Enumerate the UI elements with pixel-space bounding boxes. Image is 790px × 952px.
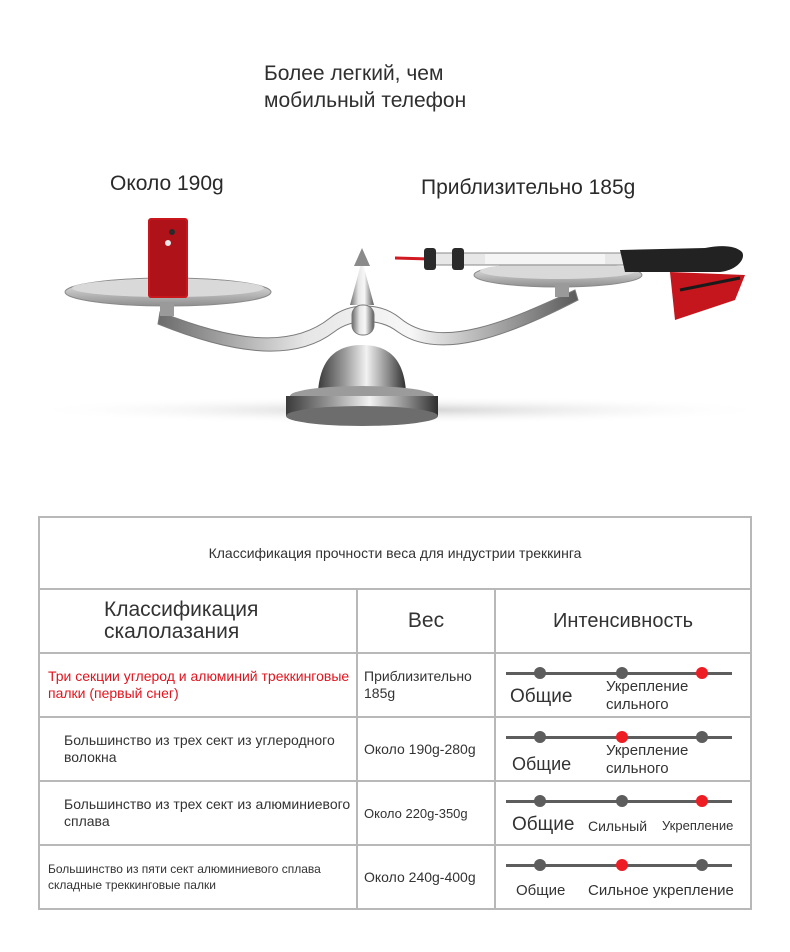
classification-table [38, 516, 752, 910]
intensity-label: Общие [516, 882, 566, 899]
intensity-scale [495, 781, 751, 845]
intensity-dot [534, 731, 546, 743]
header-classification: Классификация скалолазания [39, 589, 357, 653]
intensity-label: Сильный [588, 818, 648, 834]
headline-line-1: Более легкий, чем [264, 62, 444, 85]
phone-weight-label: Около 190g [110, 172, 224, 195]
scale-pointer [354, 248, 370, 266]
row-weight: Около 240g-400g [357, 845, 495, 909]
intensity-label: Общие [510, 686, 573, 707]
intensity-label: Сильное укрепление [588, 882, 734, 899]
row-classification: Большинство из трех сект из алюминиевого сплава [39, 781, 357, 845]
intensity-label: Общие [512, 754, 572, 774]
intensity-dot [534, 795, 546, 807]
intensity-dot-active [616, 859, 628, 871]
intensity-scale [495, 717, 751, 781]
row-classification: Большинство из пяти сект алюминиевого сплава складные треккинговые палки [39, 845, 357, 909]
table-row [39, 717, 751, 781]
row-weight: Около 220g-350g [357, 781, 495, 845]
headline-line-2: мобильный телефон [264, 89, 467, 112]
intensity-label: Общие [512, 814, 575, 835]
table-row [39, 845, 751, 909]
intensity-dot [534, 859, 546, 871]
row-classification: Большинство из трех сект из углеродного волокна [39, 717, 357, 781]
intensity-label: Укрепление [662, 818, 734, 833]
table-row [39, 653, 751, 717]
balance-scale-illustration [0, 0, 790, 460]
intensity-dot [616, 795, 628, 807]
row-classification: Три секции углерод и алюминий треккинговые палки (первый снег) [39, 653, 357, 717]
header-intensity: Интенсивность [495, 589, 751, 653]
table-caption: Классификация прочности веса для индустрии треккинга [39, 517, 751, 589]
intensity-scale [495, 653, 751, 717]
intensity-dot-active [696, 795, 708, 807]
intensity-label: Укрепление сильного [606, 742, 689, 777]
pole-weight-label: Приблизительно 185g [421, 176, 636, 199]
intensity-scale [495, 845, 751, 909]
intensity-dot [696, 859, 708, 871]
header-weight: Вес [357, 589, 495, 653]
intensity-dot [534, 667, 546, 679]
table-row [39, 781, 751, 845]
row-weight: Около 190g-280g [357, 717, 495, 781]
scale-bell-base [318, 345, 406, 392]
row-weight: Приблизительно 185g [357, 653, 495, 717]
scale-post [350, 260, 374, 305]
intensity-label: Укрепление сильного [606, 678, 689, 713]
